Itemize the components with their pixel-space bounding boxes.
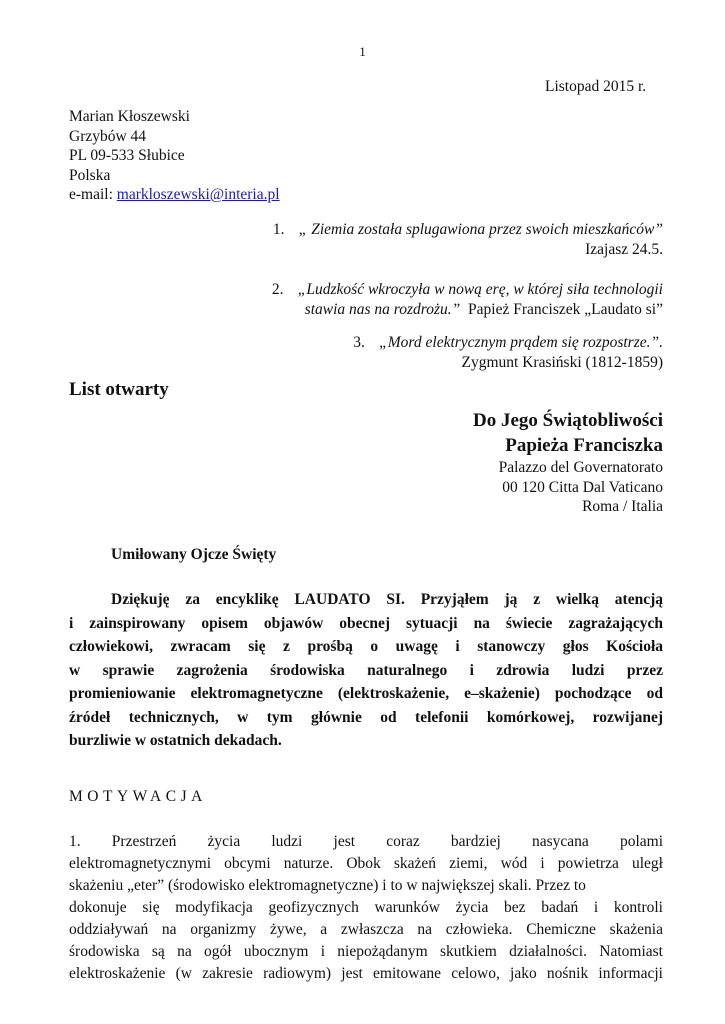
intro-paragraph xyxy=(69,588,663,753)
paragraph-line: promieniowanie elektromagnetyczne (elektroskażenie, e–skażenie) pochodzące od xyxy=(69,685,663,702)
paragraph-line: oddziaływań na organizmy żywe, a zwłaszcza na człowieka. Chemiczne skażenia xyxy=(69,921,663,938)
letter-date: Listopad 2015 r. xyxy=(545,78,647,95)
quote-source: Izajasz 24.5. xyxy=(585,240,663,258)
paragraph-line: środowiska są na ogół ubocznym i niepożądanym skutkiem działalności. Natomiast xyxy=(69,943,663,960)
quote-number: 3. xyxy=(353,334,365,351)
paragraph-line: skażeniu „eter” (środowisko elektromagnetyczne) i to w największej skali. Przez to xyxy=(69,877,586,894)
sender-city: PL 09-533 Słubice xyxy=(69,147,185,164)
paragraph-line: 1. Przestrzeń życia ludzi jest coraz bardziej nasycana polami xyxy=(69,833,663,850)
page-number: 1 xyxy=(359,44,366,59)
paragraph-line: elektroskażenie (w zakresie radiowym) jest emitowane celowo, jako nośnik informacji xyxy=(69,965,663,982)
sender-email-line xyxy=(69,185,280,205)
email-link[interactable]: markloszewski@interia.pl xyxy=(116,186,280,203)
quote-number: 2. xyxy=(271,281,284,298)
paragraph-line: i zainspirowany opisem objawów obecnej sytuacji na świecie zagrażających xyxy=(69,614,663,632)
paragraph-line: elektromagnetycznymi obcymi naturze. Obok skażeń ziemi, wód i powietrza uległ xyxy=(69,855,663,872)
recipient-address-2: 00 120 Citta Dal Vaticano xyxy=(502,478,663,496)
sender-address-block xyxy=(69,107,280,205)
quote-source: Papież Franciszek „Laudato si” xyxy=(468,300,663,318)
recipient-line-2: Papieża Franciszka xyxy=(505,435,663,456)
epigraph-quote-3 xyxy=(353,333,663,372)
email-label: e-mail: xyxy=(69,186,117,203)
paragraph-line: człowiekowi, zwracam się z prośbą o uwagę i stanowczy głos Kościoła xyxy=(69,638,663,655)
salutation: Umiłowany Ojcze Święty xyxy=(111,546,277,563)
paragraph-line: źródeł technicznych, w tym głównie od telefonii komórkowej, rozwijanej xyxy=(69,708,663,726)
recipient-address-3: Roma / Italia xyxy=(582,498,663,515)
quote-text: „Mord elektrycznym prądem się rozpostrze.”. xyxy=(379,334,663,351)
quote-text: „Ludzkość wkroczyła w nową erę, w której siła technologii xyxy=(297,281,663,298)
recipient-address-block xyxy=(473,408,663,517)
quote-text: „ Ziemia została splugawiona przez swoich mieszkańców” xyxy=(298,221,663,238)
epigraph-quote-2 xyxy=(272,280,663,319)
paragraph-line: Dziękuję za encyklikę LAUDATO SI. Przyjąłem ją z wielką atencją xyxy=(111,591,663,608)
sender-street: Grzybów 44 xyxy=(69,127,147,145)
recipient-line-1: Do Jego Świątobliwości xyxy=(473,410,663,431)
epigraph-quote-1 xyxy=(273,220,663,259)
quote-number: 1. xyxy=(272,221,285,238)
section-heading: MOTYWACJA xyxy=(69,788,207,805)
sender-country: Polska xyxy=(69,166,111,184)
recipient-address-1: Palazzo del Governatorato xyxy=(498,459,663,476)
document-title: List otwarty xyxy=(69,379,169,400)
body-paragraph xyxy=(69,831,663,985)
paragraph-line: dokonuje się modyfikacja geofizycznych warunków życia bez badań i kontroli xyxy=(69,899,663,916)
quote-source: Zygmunt Krasiński (1812-1859) xyxy=(461,353,663,371)
quote-text: stawia nas na rozdrożu.” xyxy=(304,300,461,318)
paragraph-line: burzliwie w ostatnich dekadach. xyxy=(69,732,282,749)
sender-name: Marian Kłoszewski xyxy=(69,108,190,125)
paragraph-line: w sprawie zagrożenia środowiska naturalnego i zdrowia ludzi przez xyxy=(69,661,663,679)
